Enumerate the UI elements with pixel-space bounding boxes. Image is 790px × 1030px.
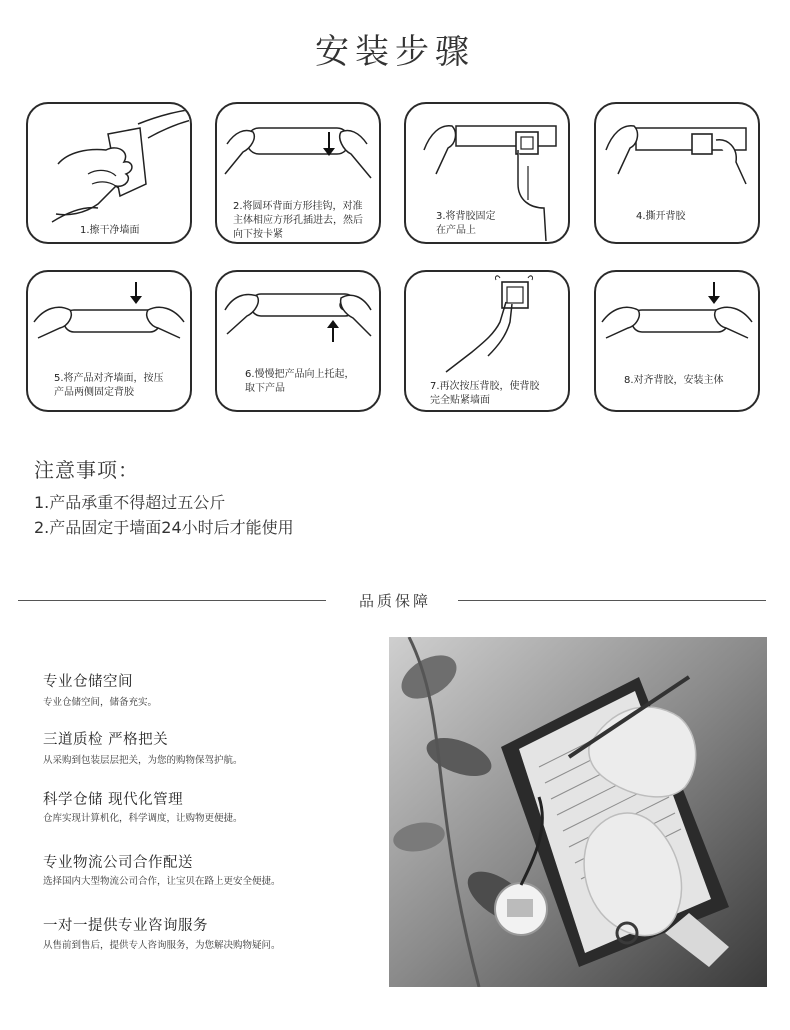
feature-desc-1: 专业仓储空间，储备充实。: [43, 697, 158, 708]
notes-title: 注意事项：: [34, 458, 139, 482]
step-caption-8: 8.对齐背胶，安装主体: [624, 375, 724, 386]
page-title: 安装步骤: [315, 32, 475, 72]
step-caption-7: 7.再次按压背胶，使背胶 完全贴紧墙面: [430, 381, 540, 406]
feature-heading-1: 专业仓储空间: [43, 674, 133, 690]
feature-heading-3: 科学仓储 现代化管理: [43, 792, 184, 808]
step-card-5: [26, 270, 192, 412]
install-main-body-illustration: [596, 272, 757, 409]
step-card-4: [594, 102, 760, 244]
feature-heading-2: 三道质检 严格把关: [43, 732, 169, 748]
quality-section-title: 品质保障: [358, 592, 431, 610]
divider-right: [458, 600, 766, 601]
step-caption-4: 4.撕开背胶: [636, 211, 686, 222]
step-card-1: [26, 102, 192, 244]
feature-desc-4: 选择国内大型物流公司合作，让宝贝在路上更安全便捷。: [43, 876, 281, 887]
note-item-2: 2.产品固定于墙面24小时后才能使用: [34, 518, 294, 537]
feature-heading-4: 专业物流公司合作配送: [43, 855, 193, 871]
step-card-6: [215, 270, 381, 412]
step-caption-1: 1.擦干净墙面: [80, 225, 140, 236]
step-card-8: [594, 270, 760, 412]
step-caption-6: 6.慢慢把产品向上托起， 取下产品: [245, 369, 355, 394]
step-caption-5: 5.将产品对齐墙面，按压 产品两侧固定背胶: [54, 373, 164, 398]
feature-desc-3: 仓库实现计算机化，科学调度，让购物更便捷。: [43, 813, 243, 824]
wipe-wall-illustration: [28, 104, 189, 241]
step-caption-3: 3.将背胶固定 在产品上: [436, 211, 496, 236]
step-caption-2: 2.将圆环背面方形挂钩，对准 主体相应方形孔插进去，然后 向下按卡紧: [233, 201, 363, 240]
quality-inspection-photo: [389, 637, 767, 987]
divider-left: [18, 600, 326, 601]
step-card-7: [404, 270, 570, 412]
step-card-2: [215, 102, 381, 244]
note-item-1: 1.产品承重不得超过五公斤: [34, 493, 226, 512]
feature-desc-2: 从采购到包装层层把关，为您的购物保驾护航。: [43, 755, 243, 766]
feature-heading-5: 一对一提供专业咨询服务: [43, 918, 208, 934]
feature-desc-5: 从售前到售后，提供专人咨询服务，为您解决购物疑问。: [43, 940, 281, 951]
step-card-3: [404, 102, 570, 244]
